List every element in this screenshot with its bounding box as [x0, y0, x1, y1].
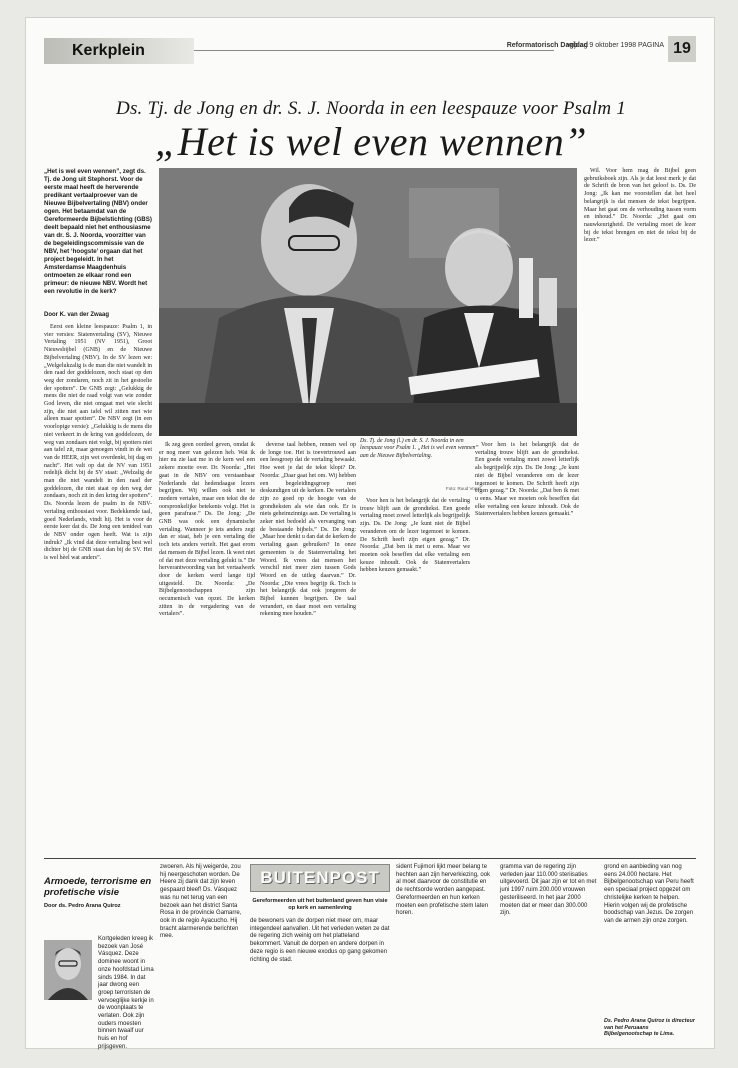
opinion-column-head — [44, 876, 154, 909]
opinion-author: Door ds. Pedro Arana Quiroz — [44, 903, 121, 909]
newspaper-page — [26, 18, 714, 1048]
page-header — [44, 38, 696, 66]
photo-caption: Ds. Tj. de Jong (l.) en dr. S. J. Noorda in een leespauze voor Psalm 1. „Het is wel even wennen” aan de Nieuwe Bijbelvertaling. — [360, 438, 479, 459]
header-rule — [194, 50, 554, 51]
column-text: Wil. Voor hem mag de Bijbel geen gebruiksboek zijn. Als je dat leest merk je dat de Schrift de bron van het geloof is. Ds. De Jong: „Ik kan me voorstellen dat het heel belangrijk is dat mensen de tekst begrijpen. Maar het gaat om de verhouding tussen vorm en inhoud.” Dr. Noorda: „Het gaat om nauwkeurigheid. De vertaling moet de lezer bij de tekst brengen en niet de tekst bij de lezer.” — [584, 168, 696, 244]
article-lede: „Het is wel even wennen”, zegt ds. Tj. de Jong uit Stephorst. Voor de eerste maal heeft de herverende predikant vertaalproever van de Nieuwe Bijbelvertaling (NBV) onder ogen. Het betaamdat van de Gereformeerde Bijbelstichting (GBS) deelt bepaald niet het enthousiasme van dr. S. J. Noorda, voorzitter van de begeleidingscommissie van de NBV, het ‘hoogste’ orgaan dat het project begeleidt. In het Amsterdamse Maagdenhuis ontmoeten ze elkaar rond een primeur: de nieuwe NBV. Wordt het een revolutie in de kerk? — [44, 168, 152, 295]
article-column-1 — [44, 324, 152, 848]
opinion-text-4: sident Fujimori lijkt meer belang te hechten aan zijn herverkiezing, ook al moet daarvoor de constitutie en de rechtsorde worden aangepast. Gereformeerden en hun kerken moeten een profetische stem laten horen. — [396, 864, 491, 917]
author-portrait — [44, 940, 92, 1000]
photo-image — [159, 168, 577, 436]
opinion-text-1: Kortgeleden kreeg ik bezoek van José Vásquez. Deze dominee woont in onze hoofdstad Lima sinds 1984. In dat jaar dwong een groep terroristen de vervoeglijke kerkje in de woonplaats te verlaten. Ook zijn ouders moesten binnen twaalf uur huis en hof prijsgeven. — [98, 936, 154, 1050]
column-text: deverse taal hebben, rennen wel op de longe toe. Het is toevertrouwd aan een leesgroep dat de vertaling bewaakt. Hoe weet je dat de tekst klopt? Dr. Noorda: „Daar gaat het om. Wij hebben een begeleidingsgroep met deskundigen uit de kerken. De vertalers zijn zo goed op de hoogte van de grondteksten als wie dan ook. Er is niets geheimzinnigs aan. De vertaling is zeker niet bedoeld als vervanging van de bestaande bijbels.” Ds. De Jong: „Maar hoe denkt u dan dat de kerken de vertaling gaan gebruiken? In onze gemeenten is de Statenvertaling het Woord. Ik vrees dat mensen het verschil niet meer zien tussen Gods Woord en de uitleg daarvan.” Dr. Noorda: „Die vrees begrijp ik. Toch is het belangrijk dat ook jongeren de Bijbel kunnen begrijpen. De taal verandert, en daar moet een vertaling rekening mee houden.” — [260, 442, 356, 618]
article-column-4 — [360, 498, 470, 848]
article-kicker: Ds. Tj. de Jong en dr. S. J. Noorda in een leespauze voor Psalm 1 — [116, 98, 626, 119]
newspaper-name: Reformatorisch Dagblad — [506, 42, 588, 49]
column-text: Ik zeg geen oordeel geven, omdat ik er nog meer van gelezen heb. Wat ik hier nu zie laat me in de kern wel een zekere moeite over. Dr. Noorda: „Het gaat in de NBV om verstaanbaar Nederlands dat hedendaagse lezers begrijpen. Wij willen ook niet te modern vertalen, maar een tekst die de oorspronkelijke betekenis volgt. Het is geen parafrase.” Ds. De Jong: „De GNB was ook een dynamische vertaling. Wanneer je iets anders zegt dan er staat, heb je een vertaling die toch iets anders vertelt. Het gaat erom dat mensen de Bijbel lezen. Ik weet niet of dat met deze vertaling gelukt is.” De herverantwoording van het vertaalwerk door de kerken werd lange tijd uitgesteld. Dr. Noorda: „De Bijbelgenootschappen zijn oecumenisch van opzet. De kerken zitten in de vergadering van de vertalers”. — [159, 442, 255, 618]
opinion-text-2: zwoeren. Als hij weigerde, zou hij neergeschoten worden. De Heere zij dank dat zijn leven gespaard bleef! Ds. Vásquez was nu net terug van een bezoek aan het district Santa Rosa in de provincie Gamarre, ook in de regio Ayacucho. Hij bracht alarmerende berichten mee. — [160, 864, 242, 940]
article-photo — [159, 168, 577, 436]
issue-date: vrijdag 9 oktober 1998 PAGINA — [566, 42, 664, 49]
article-column-3 — [260, 442, 356, 848]
portrait-image — [44, 940, 92, 1000]
opinion-text-6: grond en aanbieding van nog eens 24.000 hectare. Het Bijbelgenootschap van Peru heeft een speciaal project opgezet om christelijke kerken te helpen. Hierin volgen wij de profetische boodschap van Jezus. De zorgen van de armen zijn onze zorgen. — [604, 864, 694, 924]
article-column-6 — [584, 168, 696, 848]
column-text: Eerst een kleine leespauze: Psalm 1, in vier versies: Statenvertaling (SV), Nieuwe Vertaling 1951 (NV 1951), Groot Nieuwsbijbel (GNB) en de Nieuwe Bijbelvertaling (NBV). In de SV lezen we: „Welgelukzalig is de man die niet wandelt in den raad der goddelozen, noch staat op den weg der zondaren, noch zit in het gestoelte der spotters”. De GNB zegt: „Gelukkig de mens die niet de raad volgt van wie zonder God leven, die niet omgaat met wie slecht zijn, die niet aan tafel wil zitten met wie alleen maar spotten”. De NBV zegt (in een voorlopige versie): „Gelukkig is de mens die niet verkeert in de kring van goddelozen, de weg van zondaars niet volgt, bij spotters niet aan tafel zit, maar genoegen vindt in de wet van de HEER, zijn wet overdenkt, bij dag en nacht”. Het valt op dat de NV van 1951 redelijk dicht bij de SV staat: „Welzalig de man die niet wandelt in den raad der goddelozen, die niet staat op den weg der zondaars, noch zit in den kring der spotters”. Ds. Noorda lezen de psalm in de NBV-vertaling enthousiast voor. Bedekkende taal, goed Nederlands, vindt hij. Het is voor de eerste keer dat ds. De Jong een tentdeel van de NBV onder ogen heeft. Wat is zijn indruk? „Ik vind dat deze vertaling best wel dichter bij de GNB staat dan bij de SV. Het is wel hèel wat anders”. — [44, 324, 152, 562]
buitenpost-subtitle: Gereformeerden uit het buitenland geven hun visie op kerk en samenleving — [252, 898, 388, 911]
section-title: Kerkplein — [44, 38, 194, 64]
article-column-2 — [159, 442, 255, 848]
article-byline: Door K. van der Zwaag — [44, 312, 110, 318]
column-text: Voor hen is het belangrijk dat de vertaling trouw blijft aan de grondtekst. Een goede vertaling moet zowel letterlijk als begrijpelijk zijn. Ds. De Jong: „Je kunt niet de Bijbel veranderen om de lezer tegemoet te komen. De Schrift heeft zijn eigen gezag.” Dr. Noorda: „Dat ben ik met u eens. Maar we moeten ook beseffen dat elke vertaling een keuze inhoudt. Ook de Statenvertalers hebben keuzes gemaakt.” — [360, 498, 470, 574]
photo-credit: Foto: Ruud Voest — [446, 486, 481, 491]
article-column-5 — [475, 442, 579, 848]
section-divider — [44, 858, 696, 859]
buitenpost-logo: BUITENPOST — [250, 864, 390, 892]
opinion-signature: Ds. Pedro Arana Quiroz is directeur van het Peruaans Bijbelgenootschap te Lima. — [604, 1018, 695, 1038]
page-number: 19 — [668, 36, 696, 62]
column-text: Voor hen is het belangrijk dat de vertaling trouw blijft aan de grondtekst. Een goede vertaling moet zowel letterlijk als begrijpelijk zijn. Ds. De Jong: „Je kunt niet de Bijbel veranderen om de lezer tegemoet te komen. De Schrift heeft zijn eigen gezag.” Dr. Noorda: „Dat ben ik met u eens. Maar we moeten ook beseffen dat elke vertaling een keuze inhoudt. Ook de Statenvertalers hebben keuzes gemaakt.” — [475, 442, 579, 518]
opinion-text-3: de bewoners van de dorpen niet meer om, maar integendeel aanvallen. Uit het verleden weten ze dat de regering zich weinig om het platteland bekommert. Vanuit de dorpen en andere dorpen in deze regio is een nieuwe exodus op gang gekomen richting de stad. — [250, 918, 390, 963]
opinion-text-5: gramma van de regering zijn verleden jaar 110.000 steriisaties uitgevoerd. Dit jaar zijn er tot en met juni 1997 ruim 200.000 vrouwen gesteriliseerd. In het jaar 2000 moeten dat er meer dan 300.000 zijn. — [500, 864, 597, 917]
opinion-title: Armoede, terrorisme en profetische visie — [44, 876, 152, 898]
article-headline: „Het is wel even wennen” — [155, 119, 587, 164]
